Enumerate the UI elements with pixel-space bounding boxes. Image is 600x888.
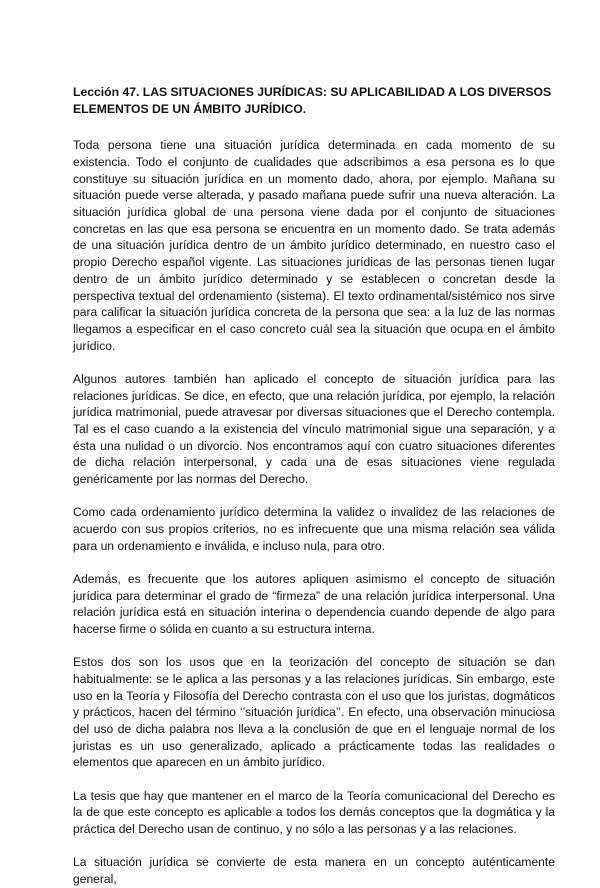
document-body bbox=[73, 84, 555, 888]
paragraph-6: La tesis que hay que mantener en el marco de la Teoría comunicacional del Derecho es la de que este concepto es aplicable a todos los demás conceptos que la dogmática y la práctica del Derecho usan de continuo, y no sólo a las personas y a las relaciones. bbox=[73, 788, 555, 836]
paragraph-3: Como cada ordenamiento jurídico determina la validez o invalidez de las relaciones de acuerdo con sus propios criterios, no es infrecuente que una misma relación sea válida para un ordenamiento e inválida, e incluso nula, para otro. bbox=[73, 505, 555, 553]
lesson-title: Lección 47. LAS SITUACIONES JURÍDICAS: SU APLICABILIDAD A LOS DIVERSOS ELEMENTOS DE UN ÁMBITO JURÍDICO. bbox=[73, 85, 552, 116]
paragraph-2: Algunos autores también han aplicado el concepto de situación jurídica para las relaciones jurídicas. Se dice, en efecto, que una relación jurídica, por ejemplo, la relación jurídica matrimonial, puede atravesar por diversas situaciones que el Derecho contempla. Tal es el caso cuando a la existencia del vínculo matrimonial sigue una separación, y a ésta una nulidad o un divorcio. Nos encontramos aquí con cuatro situaciones diferentes de dicha relación interpersonal, y cada una de esas situaciones viene regulada genéricamente por las normas del Derecho. bbox=[73, 371, 555, 487]
paragraph-7: La situación jurídica se convierte de esta manera en un concepto auténticamente general, bbox=[73, 855, 555, 886]
paragraph-4: Además, es frecuente que los autores apliquen asimismo el concepto de situación jurídica para determinar el grado de “firmeza” de una relación jurídica interpersonal. Una relación jurídica está en situación interina o dependencia cuando depende de algo para hacerse firme o sólida en cuanto a su estructura interna. bbox=[73, 571, 555, 636]
paragraph-1: Toda persona tiene una situación jurídica determinada en cada momento de su existencia. Todo el conjunto de cualidades que adscribimos a esa persona es lo que constituye su situación jurídica en un momento dado, ahora, por ejemplo. Mañana su situación puede verse alterada, y pasado mañana puede sufrir una nueva alteración. La situación jurídica global de una persona viene dada por el conjunto de situaciones concretas en las que esa persona se encuentra en un momento dado. Se trata además de una situación jurídica dentro de un ámbito jurídico determinado, en nuestro caso el propio Derecho español vigente. Las situaciones jurídicas de las personas tienen lugar dentro de un ámbito jurídico determinado y se establecen o concretan desde la perspectiva textual del ordenamiento (sistema). El texto ordinamental/sistémico nos sirve para calificar la situación jurídica concreta de la persona que sea: a la luz de las normas llegamos a especificar en el caso concreto cuál sea la situación que ocupa en el ámbito jurídico. bbox=[73, 138, 555, 353]
paragraph-5: Estos dos son los usos que en la teorización del concepto de situación se dan habitualmente: se le aplica a las personas y a las relaciones jurídicas. Sin embargo, este uso en la Teoría y Filosofía del Derecho contrasta con el uso que los juristas, dogmáticos y prácticos, hacen del término ‘’situación jurídica’’. En efecto, una observación minuciosa del uso de dicha palabra nos lleva a la conclusión de que en el lenguaje normal de los juristas es un uso generalizado, aplicado a prácticamente todas las realidades o elementos que aparecen en un ámbito jurídico. bbox=[73, 655, 555, 770]
